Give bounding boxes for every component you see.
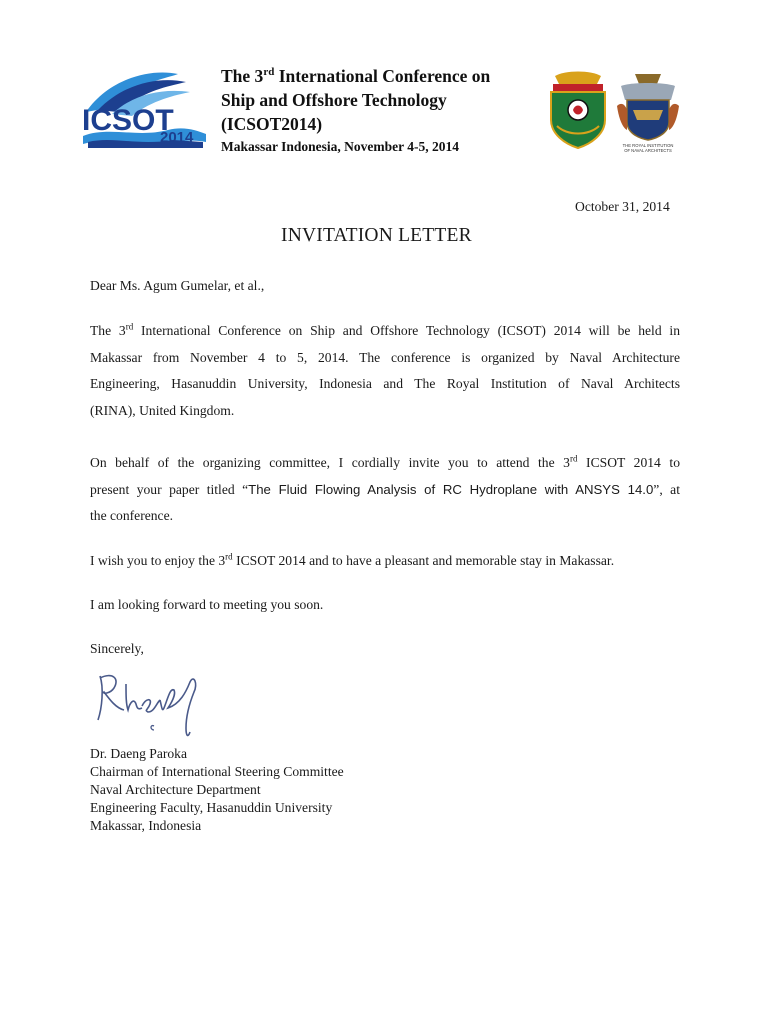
paragraph-wish: I wish you to enjoy the 3rd ICSOT 2014 and to have a pleasant and memorable stay in Makassar.: [90, 551, 615, 568]
letter-date: October 31, 2014: [575, 199, 670, 214]
signer-department: Naval Architecture Department: [90, 782, 261, 797]
signer-name: Dr. Daeng Paroka: [90, 746, 188, 761]
paragraph-invitation: [90, 450, 680, 530]
paragraph-line: On behalf of the organizing committee, I cordially invite you to attend the 3rd ICSOT 2014 to: [90, 453, 680, 470]
paragraph-line: Makassar from November 4 to 5, 2014. The conference is organized by Naval Architecture: [90, 349, 680, 365]
paragraph-line: (RINA), United Kingdom.: [90, 402, 235, 418]
rina-crest: [615, 70, 681, 154]
logo-year-text: 2014: [160, 129, 194, 146]
paragraph-line: present your paper titled “The Fluid Flowing Analysis of RC Hydroplane with ANSYS 14.0”, at: [90, 481, 680, 497]
conference-header: [221, 64, 541, 156]
signer-role: Chairman of International Steering Committee: [90, 764, 344, 779]
paper-title: The Fluid Flowing Analysis of RC Hydroplane with ANSYS 14.0: [248, 481, 654, 497]
paragraph-looking-forward: I am looking forward to meeting you soon.: [90, 597, 324, 612]
signer-city: Makassar, Indonesia: [90, 818, 202, 833]
conference-name-line3: (ICSOT2014): [221, 114, 323, 134]
conference-location-date: Makassar Indonesia, November 4-5, 2014: [221, 139, 460, 154]
hasanuddin-university-crest: [545, 70, 611, 150]
paragraph-line: Engineering, Hasanuddin University, Indonesia and The Royal Institution of Naval Architects: [90, 376, 680, 391]
conference-name-line1: The 3rd International Conference on: [221, 66, 491, 86]
icsot-logo: [78, 60, 210, 150]
logo-icsot-text: ICSOT: [82, 104, 174, 137]
rina-caption-line1: THE ROYAL INSTITUTION: [622, 143, 674, 148]
paragraph-line: the conference.: [90, 508, 174, 523]
conference-name-line2: Ship and Offshore Technology: [221, 90, 447, 110]
paragraph-intro: [90, 318, 680, 424]
paragraph-line: The 3rd International Conference on Ship and Offshore Technology (ICSOT) 2014 will be held in: [90, 321, 680, 338]
greeting: Dear Ms. Agum Gumelar, et al.,: [90, 278, 265, 293]
signer-faculty: Engineering Faculty, Hasanuddin University: [90, 800, 333, 815]
signer-block: [90, 745, 344, 835]
handwritten-signature: [90, 668, 208, 740]
letter-title: INVITATION LETTER: [281, 225, 472, 246]
rina-caption-line2: OF NAVAL ARCHITECTS: [624, 148, 672, 153]
closing: Sincerely,: [90, 641, 144, 656]
